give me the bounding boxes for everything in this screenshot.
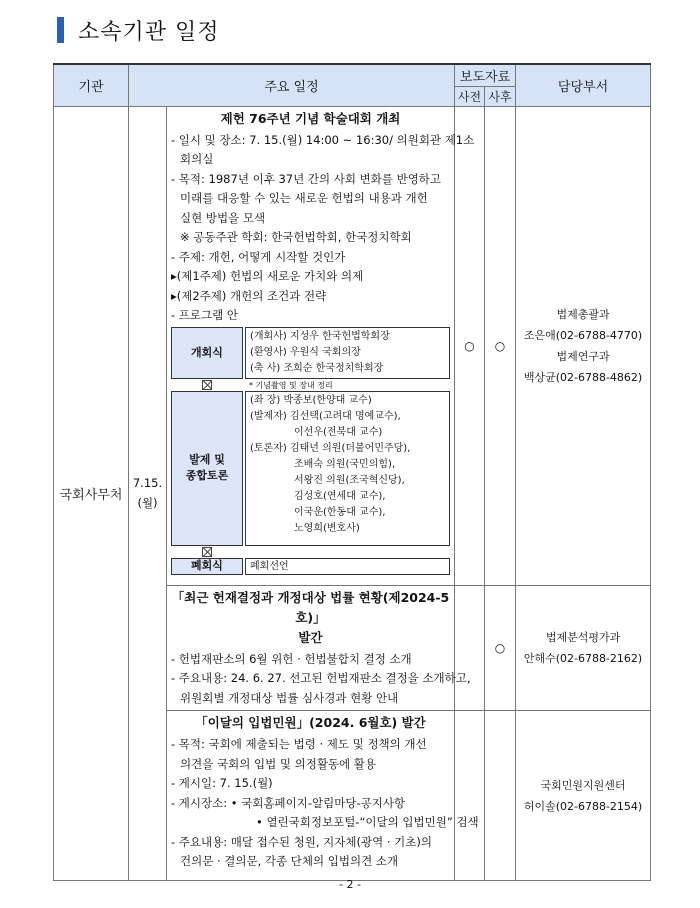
event-3-line: - 게시일: 7. 15.(월) [171,776,273,790]
event-3-before [455,711,485,881]
event-3-content [167,711,479,881]
event-3-line: - 주요내용: 매달 접수된 청원, 지자체(광역 · 기초)의 [171,834,432,849]
event-1-line: - 목적: 1987년 이후 37년 간의 사회 변화를 반영하고 [171,171,442,186]
event-1-line: ※ 공동주관 학회: 한국헌법학회, 한국정치학회 [180,230,412,244]
dept-line: 법제총괄과 [556,307,610,321]
event-2-line: - 헌법재판소의 6월 위헌 · 헌법불합치 결정 소개 [171,651,412,666]
opening-label: 개회식 [171,327,243,379]
discussion-line: 이국운(한동대 교수), [294,506,386,518]
closing-label: 폐회식 [171,558,243,575]
discussion-label-line: 종합토론 [185,469,229,482]
event-1-after: ○ [485,106,516,585]
event-3-dept [516,711,651,881]
date-day: 7.15. [132,476,163,491]
event-1-before: ○ [455,106,485,585]
event-2-title-cont: 발간 [298,629,323,645]
discussion-line: (좌 장) 박종보(한양대 교수) [250,394,372,406]
flow-arrow [171,379,243,391]
event-2-after: ○ [485,585,516,711]
header-before: 사전 [455,86,485,106]
dept-line: 국회민원지원센터 [540,778,626,792]
event-1-line: ▸(제1주제) 헌법의 새로운 가치와 의제 [171,269,364,283]
event-1-line: - 일시 및 장소: 7. 15.(월) 14:00 ~ 16:30/ 의원회관 제1소 [171,132,475,147]
event-2-title: 「최근 헌재결정과 개정대상 법률 현황(제2024-5호)」 [171,589,450,625]
event-3-line: 건의문 · 결의문, 각종 단체의 입법의견 소개 [180,854,399,868]
event-1-line: ▸(제2주제) 개헌의 조건과 전략 [171,288,327,303]
event-2-dept [516,585,651,711]
discussion-line: 노영희(변호사) [294,522,360,534]
event-1-line: - 주제: 개헌, 어떻게 시작할 것인가 [171,249,346,264]
dept-line: 백상균(02-6788-4862) [523,370,643,384]
event-1-dept [516,106,651,585]
event-1-line: - 프로그램 안 [171,308,239,322]
page-number: - 2 - [339,878,361,891]
event-3-title: 「이달의 입법민원」(2024. 6월호) 발간 [195,715,426,730]
event-1-title: 제헌 76주년 기념 학술대회 개최 [220,110,401,126]
program-note: * 기념촬영 및 장내 정리 [249,380,333,390]
discussion-line: (토론자) 김태년 의원(더불어민주당), [250,442,411,454]
date-weekday: (월) [137,496,158,511]
opening-line: (환영사) 우원식 국회의장 [250,346,361,358]
header-agency: 기관 [54,64,129,106]
event-1-line: 실현 방법을 모색 [180,210,266,225]
event-1-content [167,106,475,585]
header-after: 사후 [485,86,516,106]
opening-line: (축 사) 조희순 한국정치학회장 [250,362,384,374]
discussion-line: (발제자) 김선택(고려대 명예교수), [250,410,401,422]
closing-details: 폐회선언 [245,558,450,575]
dept-line: 허이솔(02-6788-2154) [523,799,643,813]
page-title: 소속기관 일정 [78,19,220,45]
event-2-before [455,585,485,711]
header-schedule: 주요 일정 [129,64,455,106]
section-title [57,14,220,46]
flow-arrow [171,546,243,558]
discussion-line: 조배숙 의원(국민의힘), [294,458,396,470]
discussion-line: 김성호(연세대 교수), [294,490,386,502]
header-press: 보도자료 [455,64,516,86]
dept-line: 법제연구과 [556,349,610,363]
discussion-label-line: 발제 및 [189,453,225,466]
discussion-label [171,391,243,546]
event-1-line: 회의실 [180,152,214,166]
arrow-down-icon [202,380,212,390]
title-accent-bar [57,17,64,43]
event-2-content [167,585,471,711]
event-3-line: 의견을 국회의 입법 및 의정활동에 활용 [180,756,377,771]
event-1-line: 미래를 대응할 수 있는 새로운 헌법의 내용과 개헌 [180,191,428,205]
opening-details [245,327,450,379]
event-3-line: • 열린국회정보포털-“이달의 입법민원” 검색 [256,815,479,829]
header-dept: 담당부서 [516,64,651,106]
event-2-line: - 주요내용: 24. 6. 27. 선고된 헌법재판소 결정을 소개하고, [171,671,471,685]
discussion-line: 서왕진 의원(조국혁신당), [294,474,405,486]
opening-line: (개회사) 지성우 한국헌법학회장 [250,330,390,342]
date-cell [129,106,167,881]
event-3-line: - 게시장소: • 국회홈페이지-알림마당-공지사항 [171,795,406,810]
arrow-down-icon [202,547,212,557]
event-2-line: 위원회별 개정대상 법률 심사경과 현황 안내 [180,690,399,705]
program-diagram [171,327,450,575]
agency-cell: 국회사무처 [54,106,129,881]
discussion-details [245,391,450,546]
dept-line: 법제분석평가과 [545,630,621,644]
schedule-table [53,63,651,881]
discussion-line: 이선우(전북대 교수) [294,426,383,438]
dept-line: 안해수(02-6788-2162) [523,651,643,665]
table-row [54,106,651,585]
event-3-line: - 목적: 국회에 제출되는 법령 · 제도 및 정책의 개선 [171,737,427,751]
dept-line: 조은애(02-6788-4770) [523,328,643,342]
event-3-after [485,711,516,881]
